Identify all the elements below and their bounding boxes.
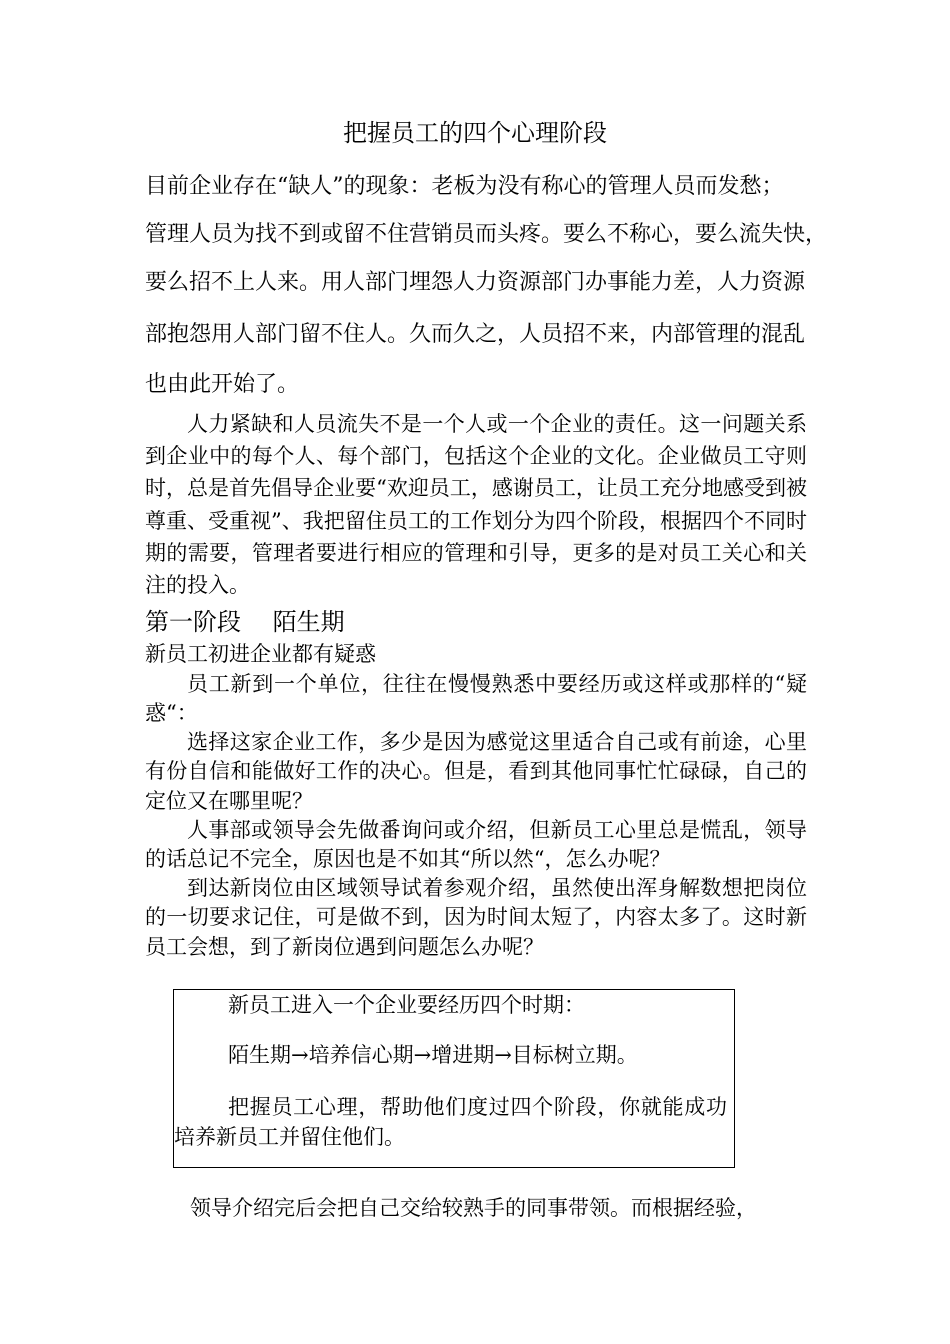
section-paragraph: 到达新岗位由区域领导试着参观介绍，虽然使出浑身解数想把岗位的一切要求记住，可是做不到，因为时间太短了，内容太多了。这时新员工会想，到了新岗位遇到问题怎么办呢？	[145, 876, 807, 959]
body-paragraph: 人力紧缺和人员流失不是一个人或一个企业的责任。这一问题关系到企业中的每个人、每个部门，包括这个企业的文化。企业做员工守则时，总是首先倡导企业要“欢迎员工，感谢员工，让员工充分地感受到被尊重、受重视”、我把留住员工的工作划分为四个阶段，根据四个不同时期的需要，管理者要进行相应的管理和引导，更多的是对员工关心和关注的投入。	[145, 412, 807, 598]
final-line: 领导介绍完后会把自己交给较熟手的同事带领。而根据经验，	[190, 1196, 757, 1220]
intro-line: 管理人员为找不到或留不住营销员而头疼。要么不称心，要么流失快，	[145, 222, 828, 247]
section-subtitle: 新员工初进企业都有疑惑	[145, 642, 376, 666]
intro-line: 部抱怨用人部门留不住人。久而久之，人员招不来，内部管理的混乱	[145, 322, 806, 347]
box-line: 新员工进入一个企业要经历四个时期：	[228, 993, 585, 1017]
intro-line: 也由此开始了。	[145, 372, 300, 397]
intro-line: 目前企业存在“缺人”的现象：老板为没有称心的管理人员而发愁；	[145, 174, 784, 199]
document-title: 把握员工的四个心理阶段	[343, 119, 607, 147]
box-line: 把握员工心理，帮助他们度过四个阶段，你就能成功培养新员工并留住他们。	[174, 1095, 727, 1149]
section-paragraph: 人事部或领导会先做番询问或介绍，但新员工心里总是慌乱，领导的话总记不完全，原因也是不如其“所以然“，怎么办呢？	[145, 818, 807, 872]
section-paragraph: 员工新到一个单位，往往在慢慢熟悉中要经历或这样或那样的“疑惑“：	[145, 672, 807, 726]
section-title: 第一阶段 陌生期	[145, 608, 345, 636]
box-line: 陌生期→培养信心期→增进期→目标树立期。	[228, 1043, 638, 1067]
section-paragraph: 选择这家企业工作，多少是因为感觉这里适合自己或有前途，心里有份自信和能做好工作的决心。但是，看到其他同事忙忙碌碌，自己的定位又在哪里呢？	[145, 730, 807, 813]
summary-box	[173, 989, 735, 1168]
intro-line: 要么招不上人来。用人部门埋怨人力资源部门办事能力差，人力资源	[145, 270, 806, 295]
